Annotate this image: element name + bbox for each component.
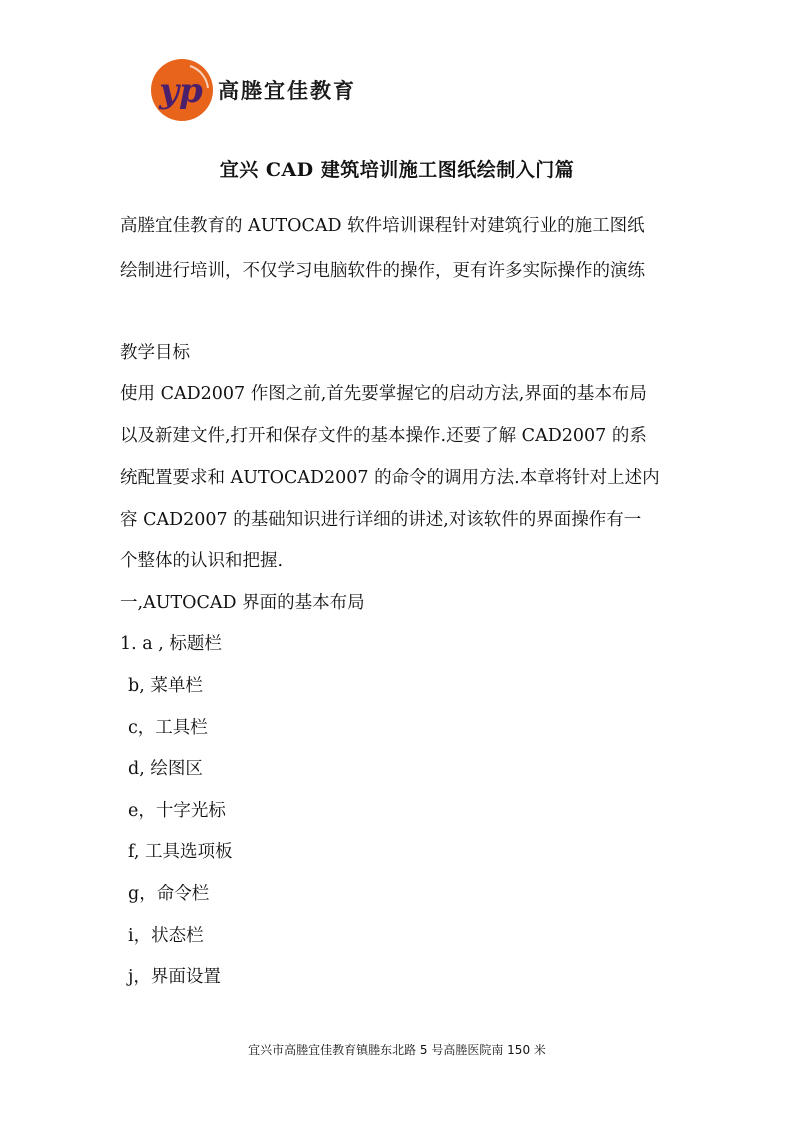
list-item: d, 绘图区 (128, 759, 203, 779)
list-item: 1. a , 标题栏 (120, 634, 222, 654)
objectives-line-5: 个整体的认识和把握. (120, 551, 284, 571)
objectives-heading: 教学目标 (120, 343, 190, 363)
list-item: e，十字光标 (128, 801, 226, 821)
list-item: f, 工具选项板 (128, 842, 233, 862)
logo-mark-icon (150, 58, 214, 122)
intro-line-2: 绘制进行培训，不仅学习电脑软件的操作，更有许多实际操作的演练 (120, 261, 645, 281)
logo-name: 高塍宜佳教育 (218, 79, 356, 103)
objectives-line-1: 使用 CAD2007 作图之前,首先要掌握它的启动方法,界面的基本布局 (120, 384, 647, 404)
objectives-line-4: 容 CAD2007 的基础知识进行详细的讲述,对该软件的界面操作有一 (120, 510, 642, 530)
logo-mark-letters: yp (159, 71, 203, 111)
intro-line-1: 高塍宜佳教育的 AUTOCAD 软件培训课程针对建筑行业的施工图纸 (120, 216, 645, 236)
objectives-line-2: 以及新建文件,打开和保存文件的基本操作.还要了解 CAD2007 的系 (120, 426, 647, 446)
list-item: g，命令栏 (128, 884, 210, 904)
section-heading: 一,AUTOCAD 界面的基本布局 (120, 593, 365, 613)
footer-address: 宜兴市高塍宜佳教育镇塍东北路 5 号高塍医院南 150 米 (248, 1043, 546, 1057)
list-item: i，状态栏 (128, 926, 204, 946)
page-title: 宜兴 CAD 建筑培训施工图纸绘制入门篇 (219, 159, 575, 181)
objectives-line-3: 统配置要求和 AUTOCAD2007 的命令的调用方法.本章将针对上述内 (120, 468, 660, 488)
list-item: c，工具栏 (128, 718, 208, 738)
list-item: j，界面设置 (128, 967, 221, 987)
list-item: b, 菜单栏 (128, 676, 203, 696)
logo (150, 58, 356, 122)
